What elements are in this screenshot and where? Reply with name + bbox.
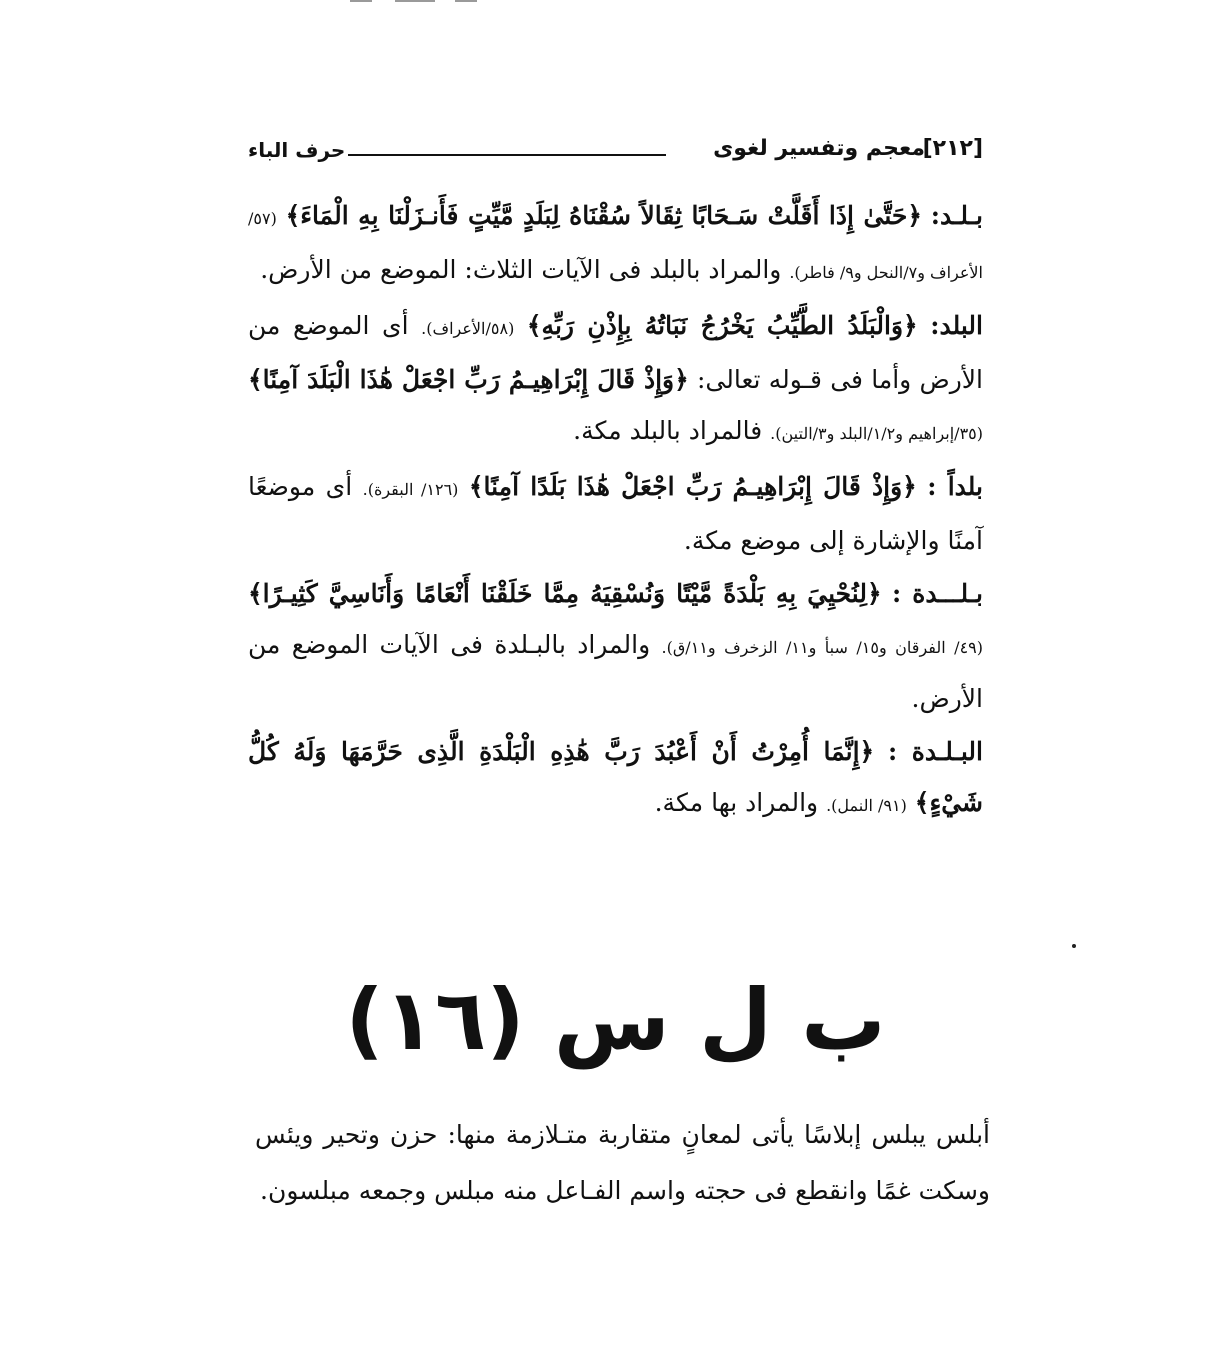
entry-albalad [248,300,983,459]
entry-explanation: والمراد بالبلد فى الآيات الثلاث: الموضع من الأرض. [260,255,782,284]
verse-reference: (٩١/ النمل). [826,796,907,815]
entry-explanation: والمراد بها مكة. [654,788,819,817]
entry-word: بـلـد: [930,201,983,230]
verse-reference: (٤٩/ الفرقان و١٥/ سبأ و١١/ الزخرف و١١/ق). [661,638,983,657]
entry-albaldah [248,726,983,831]
quran-verse: ﴿لِنُحْيِيَ بِهِ بَلْدَةً مَّيْتًا وَنُسْقِيَهُ مِمَّا خَلَقْنَا أَنْعَامًا وَأَنَاسِيَّ كَثِيـرًا﴾ [248,579,882,608]
entry-word: بـلـــدة : [891,579,984,608]
entry-word: البلد: [930,311,983,340]
header-rule [348,154,666,156]
entry-balad-1 [248,190,983,298]
scan-artifact [455,0,477,2]
entry-word: بلداً : [927,472,984,501]
quran-verse: ﴿وَالْبَلَدُ الطَّيِّبُ يَخْرُجُ نَبَاتُهُ بِإِذْنِ رَبِّهِ﴾ [526,311,918,340]
entries-body [248,190,983,833]
quran-verse: ﴿وَإِذْ قَالَ إِبْرَاهِيـمُ رَبِّ اجْعَلْ هَٰذَا الْبَلَدَ آمِنًا﴾ [248,365,689,394]
page-number: [٢١٢] [922,136,983,161]
scan-artifact [350,0,372,2]
quran-verse: ﴿إِنَّمَا أُمِرْتُ أَنْ أَعْبُدَ رَبَّ هَٰذِهِ الْبَلْدَةِ الَّذِى حَرَّمَهَا وَلَهُ كُلُّ شَيْءٍ﴾ [248,737,983,817]
verse-reference: (٥٧/الأعراف و٧/النحل و٩/ فاطر). [248,209,983,282]
verse-reference: (٥٨/الأعراف). [421,319,515,338]
section-name: حرف الباء [248,138,346,162]
verse-reference: (٣٥/إبراهيم و١/٢/البلد و٣/التين). [770,424,983,443]
print-speck [1072,944,1076,948]
entry-explanation: أى الموضع من الأرض وأما فى قـوله تعالى: [248,311,983,394]
root-paragraph: أبلس يبلس إبلاسًا يأتى لمعانٍ متقاربة متـلازمة منها: حزن وتحير ويئس وسكت غمًا وانقطع فى حجته واسم الفـاعل منه مبلس وجمعه مبلسون. [255,1120,990,1205]
book-title: معجم وتفسير لغوى [713,136,925,161]
entry-word: البـلـدة : [887,737,983,766]
page-header [248,136,983,176]
scan-artifact [395,0,435,2]
root-heading: ب ل س (١٦) [345,971,886,1069]
quran-verse: ﴿حَتَّىٰ إِذَا أَقَلَّتْ سَـحَابًا ثِقَالاً سُقْنَاهُ لِبَلَدٍ مَّيِّتٍ فَأَنـزَلْنَا بِهِ الْمَاءَ﴾ [285,201,922,230]
quran-verse: ﴿وَإِذْ قَالَ إِبْرَاهِيـمُ رَبِّ اجْعَلْ هَٰذَا بَلَدًا آمِنًا﴾ [468,472,917,501]
entry-explanation: والمراد بالبـلدة فى الآيات الموضع من الأرض. [248,630,983,713]
entry-explanation: أى موضعًا آمنًا والإشارة إلى موضع مكة. [248,472,983,555]
entry-baldah [248,568,983,724]
verse-reference: (١٢٦/ البقرة). [362,480,459,499]
entry-explanation: فالمراد بالبلد مكة. [573,416,763,445]
entry-baladan [248,461,983,566]
